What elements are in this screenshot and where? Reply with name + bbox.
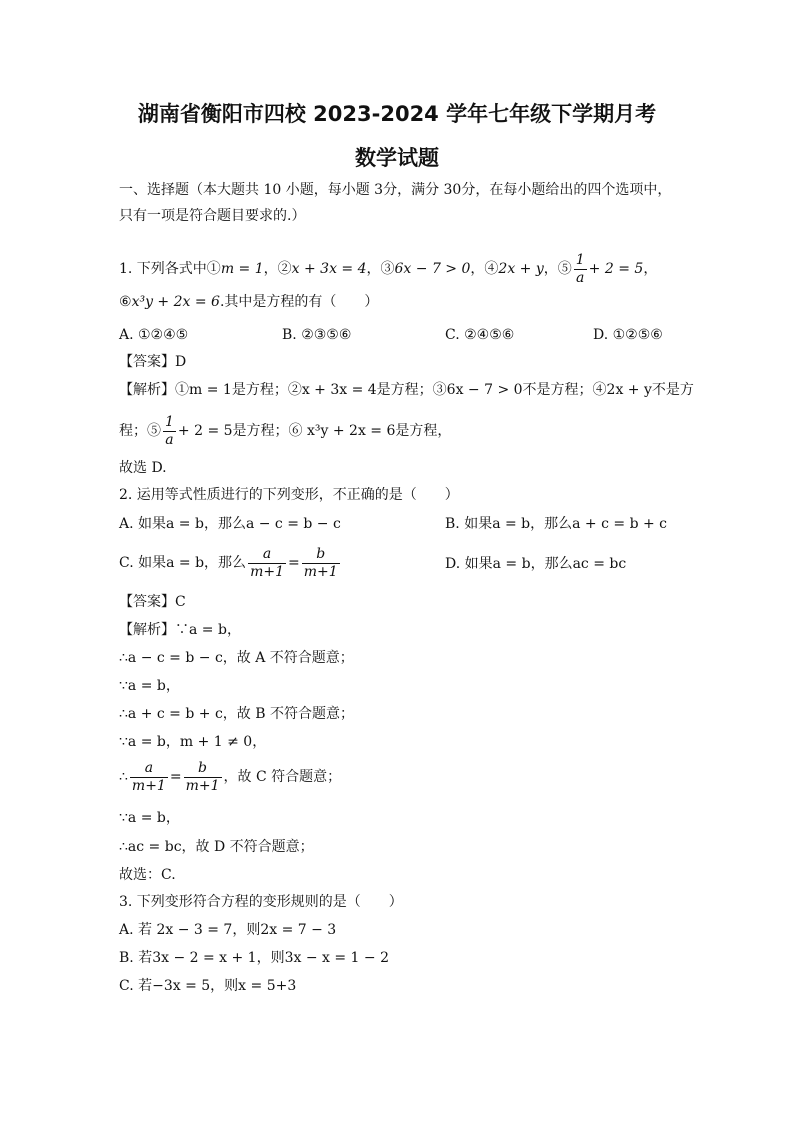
q1-stem-line1 — [119, 250, 657, 288]
q2-option-d: D. 如果a = b，那么ac = bc — [445, 556, 627, 572]
q1-sep: ， — [643, 261, 658, 277]
q1-option-d: D. ①②⑤⑥ — [593, 327, 663, 343]
fraction-denominator: m+1 — [250, 563, 284, 580]
q2-option-c-fraction-2 — [302, 546, 340, 581]
q1-sep: ，⑤ — [543, 261, 572, 277]
q1-expr-5-rest: + 2 = 5 — [588, 261, 644, 277]
q2-stem: 2. 运用等式性质进行的下列变形，不正确的是（ ） — [119, 487, 459, 503]
q1-expr-6: x³y + 2x = 6 — [131, 294, 220, 310]
section-heading-line2: 只有一项是符合题目要求的.） — [119, 208, 306, 224]
fraction-denominator: a — [163, 431, 176, 449]
q3-stem: 3. 下列变形符合方程的变形规则的是（ ） — [119, 894, 403, 910]
page-title: 湖南省衡阳市四校 2023-2024 学年七年级下学期月考 — [137, 102, 657, 126]
q1-answer: 【答案】D — [119, 354, 187, 370]
q1-expr-3: 6x − 7 > 0 — [394, 261, 471, 277]
q1-expr-4: 2x + y — [498, 261, 544, 277]
q1-expr-1: m = 1 — [220, 261, 264, 277]
q1-conclusion: 故选 D. — [119, 460, 167, 476]
q1-sep: ，③ — [366, 261, 395, 277]
q2-analysis-text: ，故 C 符合题意； — [223, 769, 342, 785]
q1-analysis-line2 — [119, 412, 451, 450]
q2-analysis-line4: ∴a + c = b + c，故 B 不符合题意； — [119, 706, 354, 722]
equals-sign: = — [287, 555, 300, 571]
fraction-denominator: m+1 — [303, 563, 338, 580]
section-heading-line1: 一、选择题（本大题共 10 小题，每小题 3分，满分 30分，在每小题给出的四个选项中， — [119, 182, 672, 198]
q2-analysis-line6 — [119, 758, 341, 796]
q1-stem-line2 — [119, 292, 378, 312]
q1-analysis-line1: 【解析】①m = 1是方程；②x + 3x = 4是方程；③6x − 7 > 0不是方程；④2x + y不是方 — [119, 382, 694, 398]
fraction-numerator: a — [262, 545, 272, 562]
q2-analysis-line2: ∴a − c = b − c，故 A 不符合题意； — [119, 650, 354, 666]
q2-analysis-fraction-1 — [130, 760, 168, 795]
fraction-numerator: b — [316, 545, 326, 562]
fraction-denominator: m+1 — [131, 777, 166, 794]
q2-option-a: A. 如果a = b，那么a − c = b − c — [119, 516, 341, 532]
q3-option-c: C. 若−3x = 5，则x = 5+3 — [119, 978, 297, 994]
q1-sep: ，④ — [470, 261, 499, 277]
q2-option-c-text: C. 如果a = b，那么 — [119, 555, 247, 571]
q1-expr-5-fraction — [574, 252, 587, 287]
q2-option-b: B. 如果a = b，那么a + c = b + c — [445, 516, 668, 532]
q2-analysis-line1: 【解析】∵a = b， — [119, 622, 241, 638]
page-subtitle: 数学试题 — [355, 146, 439, 170]
q3-option-a: A. 若 2x − 3 = 7，则2x = 7 − 3 — [119, 922, 337, 938]
q1-expr-2: x + 3x = 4 — [291, 261, 367, 277]
q1-option-a: A. ①②④⑤ — [119, 327, 189, 343]
equals-sign: = — [169, 769, 182, 785]
q2-analysis-line5: ∵a = b，m + 1 ≠ 0， — [119, 734, 267, 750]
q1-analysis-text: + 2 = 5是方程；⑥ x³y + 2x = 6是方程， — [177, 423, 452, 439]
q2-analysis-line7: ∵a = b， — [119, 810, 180, 826]
fraction-numerator: b — [198, 759, 208, 776]
q2-analysis-line3: ∵a = b， — [119, 678, 180, 694]
q2-conclusion: 故选：C. — [119, 867, 176, 883]
q2-option-c-fraction-1 — [248, 546, 286, 581]
therefore-symbol: ∴ — [119, 769, 128, 785]
q2-analysis-fraction-2 — [184, 760, 222, 795]
fraction-numerator: 1 — [165, 413, 174, 430]
q2-answer: 【答案】C — [119, 594, 186, 610]
fraction-denominator: a — [574, 269, 587, 287]
q2-option-c — [119, 544, 342, 582]
q1-option-c: C. ②④⑤⑥ — [445, 327, 515, 343]
q1-stem-end: .其中是方程的有（ ） — [219, 294, 379, 310]
q1-option-b: B. ②③⑤⑥ — [282, 327, 352, 343]
q1-analysis-text: 程；⑤ — [119, 423, 161, 439]
fraction-denominator: m+1 — [185, 777, 220, 794]
q1-item-6-marker: ⑥ — [119, 294, 132, 310]
q1-analysis-fraction — [163, 414, 176, 449]
q1-stem-start: 1. 下列各式中① — [119, 261, 221, 277]
q3-option-b: B. 若3x − 2 = x + 1，则3x − x = 1 − 2 — [119, 950, 389, 966]
q1-sep: ，② — [263, 261, 292, 277]
q2-analysis-line8: ∴ac = bc，故 D 不符合题意； — [119, 839, 314, 855]
fraction-numerator: a — [144, 759, 154, 776]
fraction-numerator: 1 — [575, 251, 585, 268]
